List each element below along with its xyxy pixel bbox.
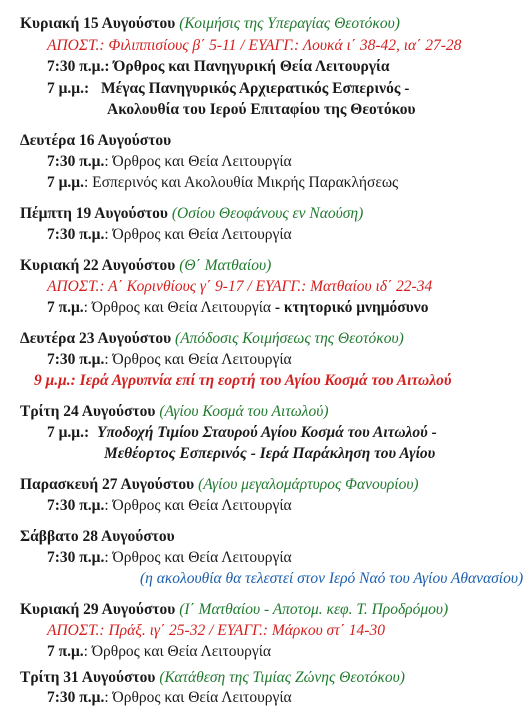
service-line bbox=[47, 79, 409, 98]
entry-header bbox=[20, 402, 329, 421]
entry-date: Κυριακή 22 Αυγούστου bbox=[20, 257, 176, 274]
service-line bbox=[47, 298, 428, 317]
service-extra: - κτητορικό μνημόσυνο bbox=[271, 299, 429, 316]
entry-feast: (Κοιμήσις της Υπεραγίας Θεοτόκου) bbox=[179, 15, 400, 32]
service-line bbox=[47, 496, 292, 515]
entry-header bbox=[20, 14, 400, 33]
entry-feast: (Απόδοσις Κοιμήσεως της Θεοτόκου) bbox=[175, 330, 404, 347]
service-time: 7 μ.μ. bbox=[47, 174, 84, 191]
entry-date: Παρασκευή 27 Αυγούστου bbox=[20, 476, 195, 493]
service-line bbox=[47, 57, 390, 76]
entry-date: Δευτέρα 16 Αυγούστου bbox=[20, 132, 172, 149]
service-time: 7:30 π.μ.: bbox=[47, 58, 110, 75]
service-text: : Όρθρος και Θεία Λειτουργία bbox=[104, 153, 292, 170]
service-text: : Όρθρος και Θεία Λειτουργία bbox=[104, 351, 292, 368]
service-text-continued: Ακολουθία του Ιερού Επιταφίου της Θεοτόκου bbox=[107, 101, 416, 118]
service-text: : Όρθρος και Θεία Λειτουργία bbox=[104, 549, 292, 566]
service-line bbox=[47, 350, 292, 369]
entry-date: Δευτέρα 23 Αυγούστου bbox=[20, 330, 172, 347]
entry-header bbox=[20, 329, 404, 348]
service-time: 9 μ.μ.: bbox=[34, 372, 76, 389]
service-line bbox=[47, 548, 292, 567]
service-line bbox=[47, 152, 292, 171]
service-time: 7:30 π.μ. bbox=[47, 689, 105, 706]
entry-header bbox=[20, 256, 271, 275]
entry-header bbox=[20, 475, 419, 494]
entry-feast: (Ι΄ Ματθαίου - Αποτομ. κεφ. Τ. Προδρόμου) bbox=[179, 601, 449, 618]
service-time: 7 μ.μ.: bbox=[47, 80, 90, 97]
service-line bbox=[47, 423, 437, 442]
service-line bbox=[47, 225, 292, 244]
service-time: 7 π.μ. bbox=[47, 643, 84, 660]
service-time: 7:30 π.μ. bbox=[47, 549, 105, 566]
entry-feast: (Αγίου μεγαλομάρτυρος Φανουρίου) bbox=[198, 476, 419, 493]
service-text: : Όρθρος και Θεία Λειτουργία bbox=[104, 226, 292, 243]
service-text: Όρθρος και Πανηγυρική Θεία Λειτουργία bbox=[113, 58, 390, 75]
service-time: 7 π.μ. bbox=[47, 299, 84, 316]
service-line bbox=[47, 173, 398, 192]
service-time: 7:30 π.μ. bbox=[47, 153, 105, 170]
service-note: (η ακολουθία θα τελεστεί στον Ιερό Ναό του Αγίου Αθανασίου) bbox=[140, 570, 524, 587]
entry-date: Σάββατο 28 Αυγούστου bbox=[20, 528, 175, 545]
service-text: : Όρθρος και Θεία Λειτουργία bbox=[83, 299, 271, 316]
entry-date: Κυριακή 15 Αυγούστου bbox=[20, 15, 176, 32]
service-text: Μέγας Πανηγυρικός Αρχιερατικός Εσπερινός - bbox=[101, 80, 410, 97]
service-text: Υποδοχή Τιμίου Σταυρού Αγίου Κοσμά του Αιτωλού - bbox=[97, 424, 437, 441]
entry-date: Πέμπτη 19 Αυγούστου bbox=[20, 205, 168, 222]
entry-reading: ΑΠΟΣΤ.: Φιλιππισίους β΄ 5-11 / ΕΥΑΓΓ.: Λουκά ι΄ 38-42, ια΄ 27-28 bbox=[47, 37, 462, 54]
entry-feast: (Οσίου Θεοφάνους εν Ναούση) bbox=[171, 205, 364, 222]
entry-feast: (Κατάθεση της Τιμίας Ζώνης Θεοτόκου) bbox=[159, 669, 405, 686]
entry-feast: (Θ΄ Ματθαίου) bbox=[179, 257, 272, 274]
service-time: 7:30 π.μ. bbox=[47, 226, 105, 243]
service-text: : Όρθρος και Θεία Λειτουργία bbox=[104, 497, 292, 514]
service-line bbox=[34, 371, 451, 390]
service-time: 7:30 π.μ. bbox=[47, 497, 105, 514]
entry-reading: ΑΠΟΣΤ.: Α΄ Κορινθίους γ΄ 9-17 / ΕΥΑΓΓ.: Ματθαίου ιδ΄ 22-34 bbox=[47, 278, 433, 295]
service-time: 7 μ.μ.: bbox=[47, 424, 90, 441]
entry-date: Τρίτη 31 Αυγούστου bbox=[20, 669, 156, 686]
entry-reading: ΑΠΟΣΤ.: Πράξ. ιγ΄ 25-32 / ΕΥΑΓΓ.: Μάρκου στ΄ 14-30 bbox=[47, 622, 385, 639]
service-text: : Όρθρος και Θεία Λειτουργία bbox=[83, 643, 271, 660]
service-text: : Όρθρος και Θεία Λειτουργία bbox=[104, 689, 292, 706]
entry-feast: (Αγίου Κοσμά του Αιτωλού) bbox=[159, 403, 329, 420]
service-text: : Εσπερινός και Ακολουθία Μικρής Παρακλήσεως bbox=[83, 174, 399, 191]
service-line bbox=[47, 688, 292, 707]
service-text-continued: Μεθέορτος Εσπερινός - Ιερά Παράκληση του Αγίου bbox=[104, 445, 436, 462]
service-time: 7:30 π.μ. bbox=[47, 351, 105, 368]
entry-header bbox=[20, 204, 363, 223]
entry-header bbox=[20, 600, 448, 619]
entry-header bbox=[20, 668, 405, 687]
service-line bbox=[47, 642, 271, 661]
service-text: Ιερά Αγρυπνία επί τη εορτή του Αγίου Κοσμά του Αιτωλού bbox=[79, 372, 452, 389]
entry-date: Τρίτη 24 Αυγούστου bbox=[20, 403, 156, 420]
entry-date: Κυριακή 29 Αυγούστου bbox=[20, 601, 176, 618]
